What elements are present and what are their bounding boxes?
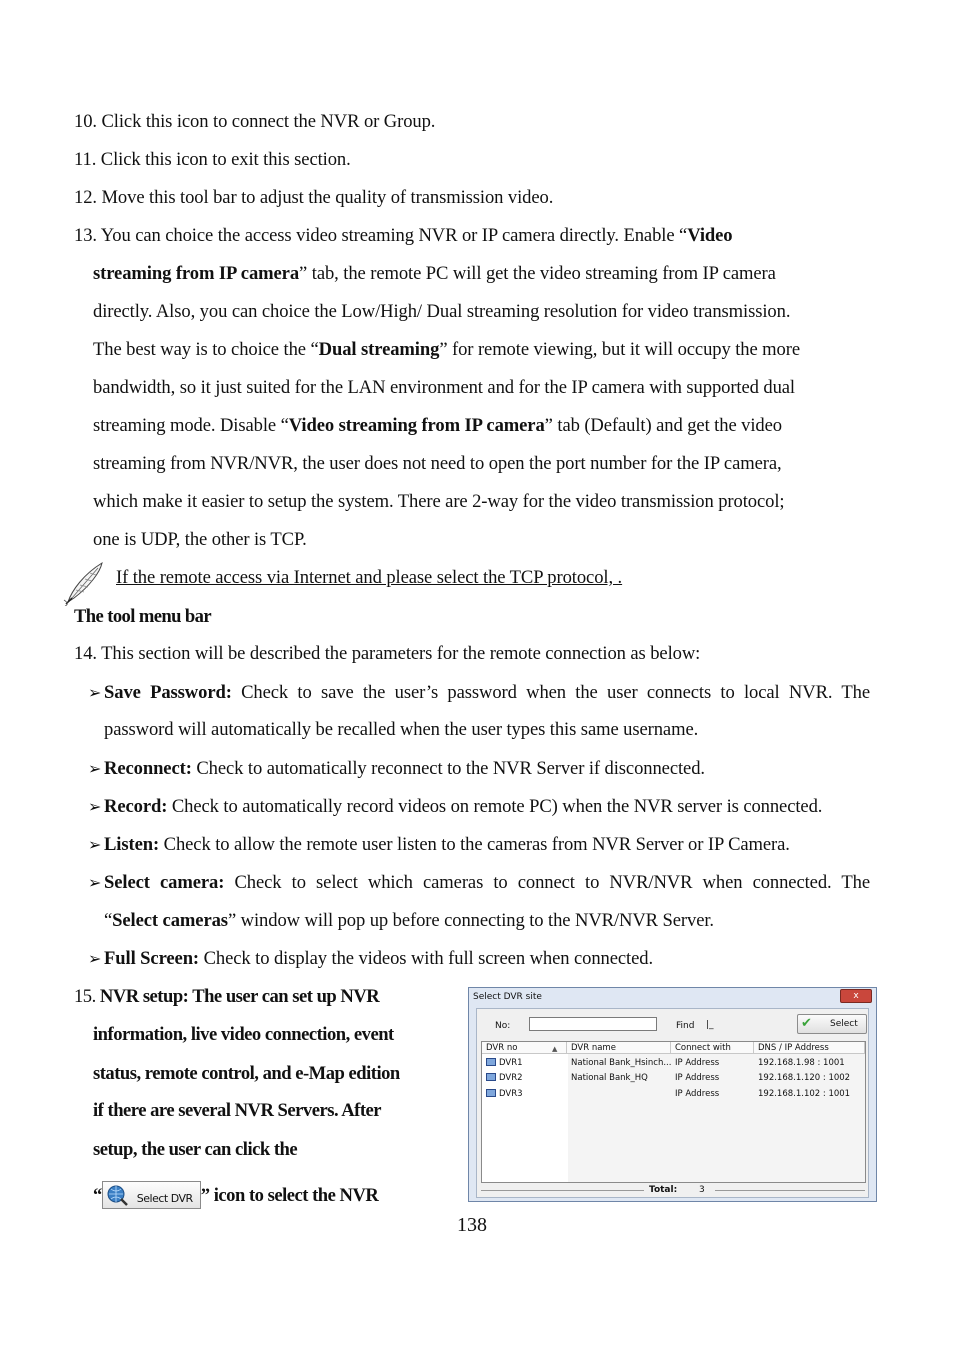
item-13-bold: streaming from IP camera [93,263,300,284]
item-13-text: ” tab (Default) and get the video [544,415,782,436]
bullet-text: Check to automatically reconnect to the NVR Server if disconnected. [191,758,705,779]
item-10: 10. Click this icon to connect the NVR or Group. [74,111,436,132]
select-dvr-button[interactable] [102,1181,201,1209]
item-15-close-quote: ” icon to select the NVR [200,1185,379,1206]
close-button[interactable]: x [840,989,872,1003]
bullet-full-screen [88,948,653,971]
item-15-num: 15. [74,986,100,1007]
bullet-term: Save Password: [104,682,232,703]
cell-dvr-no: DVR2 [499,1073,523,1083]
total-value: 3 [699,1185,705,1195]
bullet-term: Reconnect: [104,758,192,779]
globe-magnifier-icon [106,1184,128,1206]
cell-dvr-no: DVR1 [499,1058,523,1068]
select-button-label: Select [830,1019,858,1029]
divider [715,1190,865,1191]
cell-dvr-name: National Bank_Hsinch... [571,1058,672,1068]
bullet-save-password-cont: password will automatically be recalled when the user types this same username. [104,719,699,740]
bullet-select-camera [88,872,870,895]
arrow-bullet-icon: ➢ [88,685,102,702]
bullet-term: Select cameras [112,910,228,931]
column-header-dvr-name[interactable]: DVR name [567,1042,671,1054]
dialog-panel [476,1008,869,1198]
column-header-ip-address[interactable]: DNS / IP Address [754,1042,865,1054]
pen-note-icon [62,560,108,606]
arrow-bullet-icon: ➢ [88,761,102,778]
bullet-text: ” window will pop up before connecting to the NVR/NVR Server. [227,910,714,931]
bullet-text: Check to automatically record videos on remote PC) when the NVR server is connected. [167,796,823,817]
bullet-text: Check to display the videos with full screen when connected. [199,948,653,969]
item-13-text: streaming mode. Disable “ [93,415,289,436]
arrow-bullet-icon: ➢ [88,799,102,816]
cell-ip-address: 192.168.1.98 : 1001 [758,1058,845,1068]
divider [481,1190,644,1191]
find-input[interactable]: |_ [706,1020,714,1030]
bullet-term: Listen: [104,834,160,855]
computer-icon [486,1073,496,1081]
sort-up-icon: ▲ [552,1045,558,1053]
item-11: 11. Click this icon to exit this section. [74,149,351,170]
computer-icon [486,1058,496,1066]
item-13-line-4 [93,339,800,361]
item-15-line-4: if there are several NVR Servers. After [93,1100,382,1121]
column-header-connect-with[interactable]: Connect with [671,1042,754,1054]
item-13-text: ” for remote viewing, but it will occupy the more [439,339,800,360]
item-13-line-6 [93,415,782,437]
bullet-term: Full Screen: [104,948,200,969]
bullet-term: Record: [104,796,168,817]
item-12: 12. Move this tool bar to adjust the quality of transmission video. [74,187,554,208]
item-13-text: 13. You can choice the access video streaming NVR or IP camera directly. Enable “ [74,225,688,246]
item-14: 14. This section will be described the parameters for the remote connection as below: [74,643,701,664]
cell-connect-with: IP Address [675,1089,720,1099]
table-row-dvr-no[interactable] [486,1073,523,1084]
arrow-bullet-icon: ➢ [88,951,102,968]
item-15-line-5: setup, the user can click the [93,1139,298,1160]
bullet-record [88,796,822,819]
dialog-title: Select DVR site [473,992,542,1002]
item-15-open-quote: “ [93,1185,102,1206]
cell-ip-address: 192.168.1.120 : 1002 [758,1073,851,1083]
bullet-reconnect [88,758,705,781]
column-header-label: DVR no [486,1043,518,1053]
item-13-line-5: bandwidth, so it just suited for the LAN environment and for the IP camera with supported dual [93,377,796,398]
item-13-line-8: which make it easier to setup the system. There are 2-way for the video transmission protocol; [93,491,785,512]
bullet-term: Select camera: [104,872,225,893]
item-13-text: ” tab, the remote PC will get the video streaming from IP camera [299,263,776,284]
checkmark-icon: ✔ [801,1016,812,1031]
computer-icon [486,1089,496,1097]
select-button[interactable] [797,1014,867,1034]
bullet-text: Check to allow the remote user listen to the cameras from NVR Server or IP Camera. [159,834,790,855]
table-row-dvr-no[interactable] [486,1089,523,1100]
item-13-line-1 [74,225,733,247]
page-number: 138 [457,1214,487,1236]
item-13-line-2 [93,263,776,285]
bullet-listen [88,834,790,857]
total-label: Total: [649,1185,678,1195]
arrow-bullet-icon: ➢ [88,875,102,892]
item-13-text: The best way is to choice the “ [93,339,319,360]
cell-dvr-name: National Bank_HQ [571,1073,648,1083]
table-row-dvr-no[interactable] [486,1058,523,1069]
bullet-text: Check to save the user’s password when the user connects to local NVR. The [231,682,870,703]
select-dvr-label: Select DVR [136,1192,193,1205]
tool-menu-heading: The tool menu bar [74,606,212,627]
select-dvr-dialog [468,987,877,1202]
column-header-dvr-no[interactable] [482,1042,567,1054]
cell-ip-address: 192.168.1.102 : 1001 [758,1089,851,1099]
cell-connect-with: IP Address [675,1073,720,1083]
item-13-bold: Video [687,225,733,246]
bullet-text: “ [104,910,113,931]
item-13-bold: Video streaming from IP camera [288,415,545,436]
bullet-select-camera-cont [104,910,714,932]
item-13-line-7: streaming from NVR/NVR, the user does not need to open the port number for the IP camera, [93,453,782,474]
cell-connect-with: IP Address [675,1058,720,1068]
no-label: No: [495,1021,511,1031]
item-15-line-3: status, remote control, and e-Map edition [93,1063,400,1084]
item-13-bold: Dual streaming [318,339,440,360]
item-15-line-2: information, live video connection, event [93,1024,394,1045]
tcp-note-text: If the remote access via Internet and please select the TCP protocol, . [116,567,623,588]
bullet-text: Check to select which cameras to connect to NVR/NVR when connected. The [224,872,870,893]
item-13-line-9: one is UDP, the other is TCP. [93,529,307,550]
no-input[interactable] [529,1017,657,1031]
item-15-line-6 [93,1181,378,1209]
item-15-line-1 [74,986,379,1008]
dvr-list-grid [481,1041,866,1183]
item-15-text: NVR setup: The user can set up NVR [99,986,380,1007]
find-label: Find [676,1021,695,1031]
arrow-bullet-icon: ➢ [88,837,102,854]
tcp-note [116,567,622,589]
cell-dvr-no: DVR3 [499,1089,523,1099]
bullet-save-password [88,682,870,705]
item-13-line-3: directly. Also, you can choice the Low/High/ Dual streaming resolution for video transmission. [93,301,791,322]
